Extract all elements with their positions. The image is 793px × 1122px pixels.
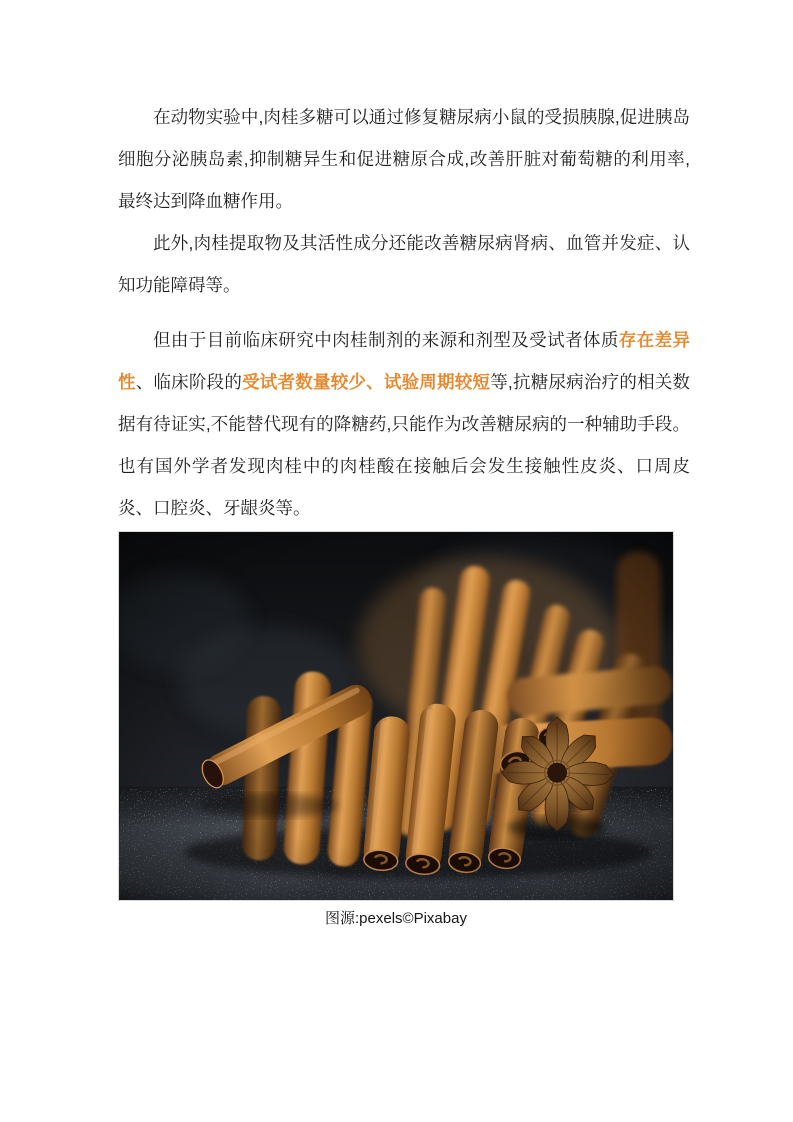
body-text: 但由于目前临床研究中肉桂制剂的来源和剂型及受试者体质 — [153, 330, 619, 350]
article-figure — [118, 531, 690, 929]
article-body — [118, 96, 690, 929]
paragraphs — [118, 96, 690, 529]
highlighted-text: 受试者数量较少、试验周期较短 — [242, 372, 491, 392]
paragraph-2 — [118, 222, 690, 306]
paragraph-1 — [118, 96, 690, 222]
cinnamon-photo — [118, 531, 674, 901]
body-text: 等,抗糖尿病治疗的相关数据有待证实,不能替代现有的降糖药,只能作为改善糖尿病的一种辅助手段。也有国外学者发现肉桂中的肉桂酸在接触后会发生接触性皮炎、口周皮炎、口腔炎、牙龈炎等。 — [118, 372, 691, 518]
body-text: 此外,肉桂提取物及其活性成分还能改善糖尿病肾病、血管并发症、认知功能障碍等。 — [118, 233, 690, 295]
cinnamon-photo-illustration — [119, 532, 673, 900]
paragraph-3 — [118, 319, 690, 529]
body-text: 在动物实验中,肉桂多糖可以通过修复糖尿病小鼠的受损胰腺,促进胰岛细胞分泌胰岛素,抑制糖异生和促进糖原合成,改善肝脏对葡萄糖的利用率,最终达到降血糖作用。 — [118, 107, 690, 211]
image-caption: 图源:pexels©Pixabay — [325, 910, 467, 927]
body-text: 、临床阶段的 — [135, 372, 243, 392]
highlighted-text: 存在差异性 — [118, 330, 691, 392]
